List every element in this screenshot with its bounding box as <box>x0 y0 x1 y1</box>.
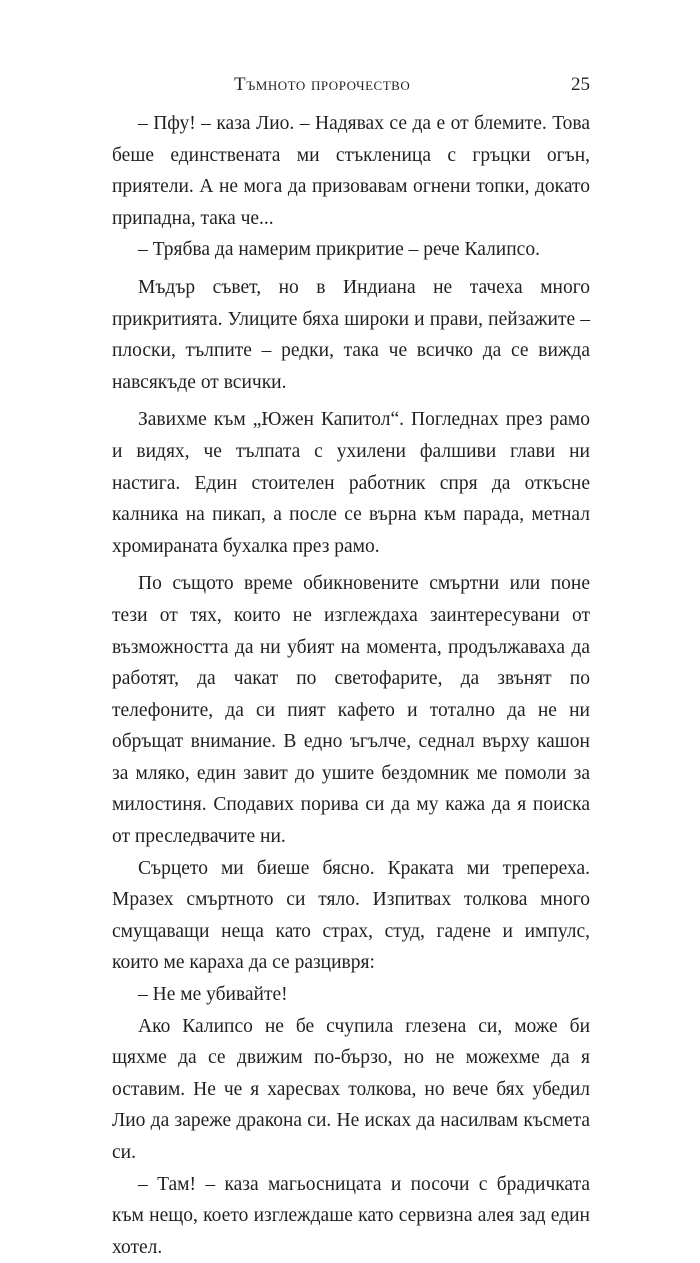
paragraph: – Пфу! – каза Лио. – Надявах се да е от блемите. Това беше единствената ми стъкленица с гръцки огън, приятели. А не мога да призовавам огнени топки, докато припадна, така че... <box>112 113 590 229</box>
paragraph: По същото време обикновените смъртни или поне тези от тях, които не изглеждаха заинтересувани от възможността да ни убият на момента, продължаваха да работят, да чакат по светофарите, да звънят по телефоните, да си пият кафето и тотално да не ни обръщат внимание. В едно ъгълче, седнал върху кашон за мляко, един завит до ушите бездомник ме помоли за милостиня. Сподавих порива си да му кажа да я поиска от преследвачите ни. <box>112 573 590 848</box>
paragraph: – Там! – каза магьосницата и посочи с брадичката към нещо, което изглеждаше като сервизна алея зад един хотел. <box>112 1173 590 1258</box>
paragraph: Ако Калипсо не бе счупила глезена си, може би щяхме да се движим по-бързо, но не можехме да я оставим. Не че я харесвах толкова, но вече бях убедил Лио да зареже дракона си. Не исках да насилвам късмета си. <box>112 1015 590 1163</box>
body-text <box>112 108 590 1263</box>
running-title: Тъмното пророчество <box>234 74 411 95</box>
paragraph: Мъдър съвет, но в Индиана не тачеха много прикритията. Улиците бяха широки и прави, пейзажите – плоски, тълпите – редки, така че всичко да се вижда навсякъде от всички. <box>112 276 590 393</box>
paragraph: – Трябва да намерим прикритие – рече Калипсо. <box>138 239 540 261</box>
paragraph: – Не ме убивайте! <box>138 984 288 1006</box>
page-number: 25 <box>571 74 590 95</box>
running-header <box>112 74 590 100</box>
paragraph: Завихме към „Южен Капитол“. Погледнах през рамо и видях, че тълпата с ухилени фалшиви глави ни настига. Един стоителен работник спря да откъсне калника на пикап, а после се върна към парада, метнал хромираната бухалка през рамо. <box>112 409 590 557</box>
paragraph: Сърцето ми биеше бясно. Краката ми трепереха. Мразех смъртното си тяло. Изпитвах толкова много смущаващи неща като страх, студ, гадене и импулс, които ме караха да се разцивря: <box>112 857 590 974</box>
